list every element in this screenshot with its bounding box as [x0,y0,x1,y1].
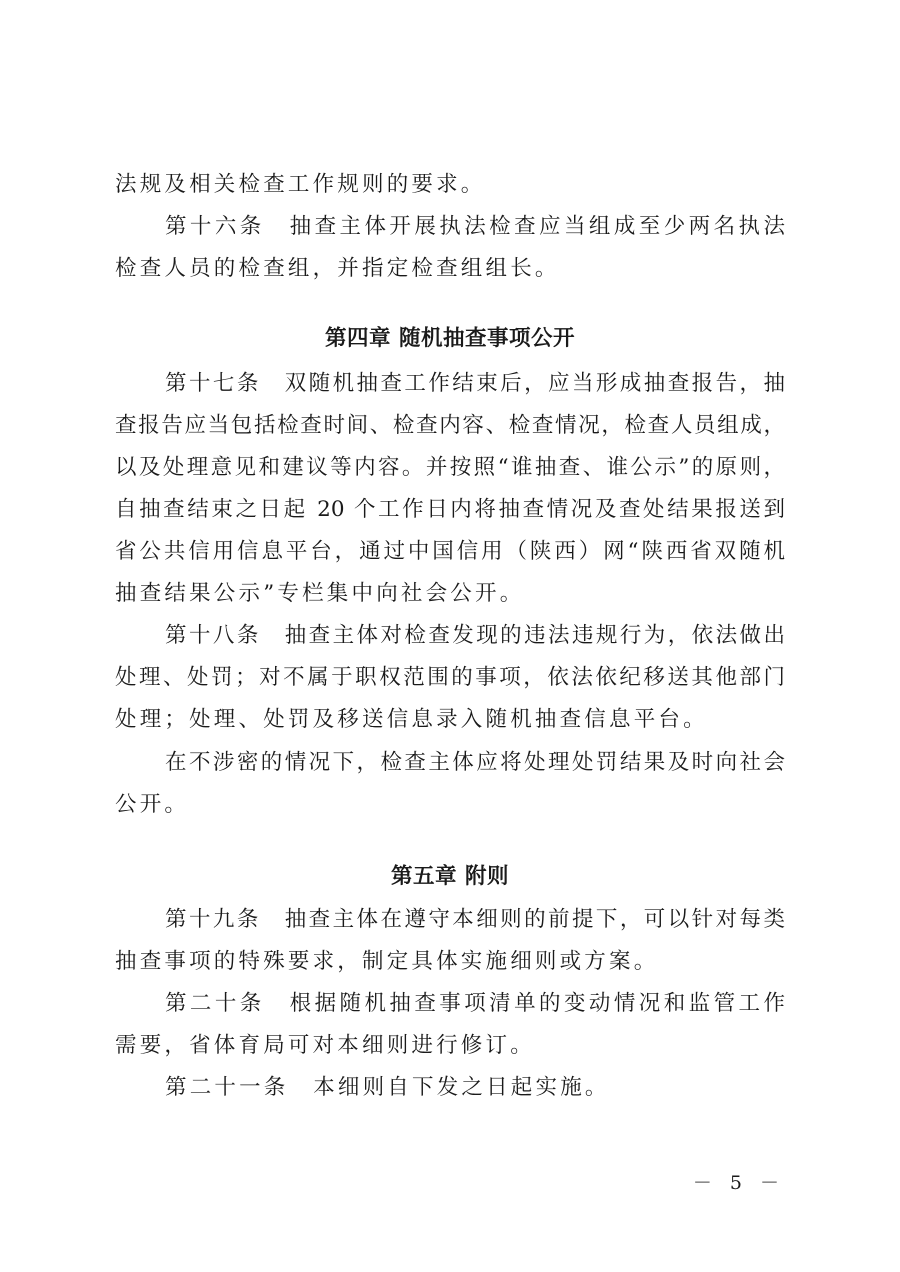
article-18-line-2: 处理、处罚；对不属于职权范围的事项，依法依纪移送其他部门 [115,665,785,690]
article-17-line-4: 自抽查结束之日起 20 个工作日内将抽查情况及查处结果报送到 [115,497,785,522]
article-17-line-3: 以及处理意见和建议等内容。并按照“谁抽查、谁公示”的原则， [115,455,785,480]
article-17-line-1: 第十七条 双随机抽查工作结束后，应当形成抽查报告，抽 [165,371,785,396]
text-line: 法规及相关检查工作规则的要求。 [115,172,486,197]
article-19-line-1: 第十九条 抽查主体在遵守本细则的前提下，可以针对每类 [165,907,785,932]
article-16-line-1: 第十六条 抽查主体开展执法检查应当组成至少两名执法 [165,214,785,239]
paragraph-line-2: 公开。 [115,792,190,817]
article-20-line-1: 第二十条 根据随机抽查事项清单的变动情况和监管工作 [165,991,785,1016]
page-number: － 5 － [692,1172,785,1194]
article-18-line-3: 处理；处理、处罚及移送信息录入随机抽查信息平台。 [115,707,708,732]
article-20-line-2: 需要，省体育局可对本细则进行修订。 [115,1033,535,1058]
article-21-line-1: 第二十一条 本细则自下发之日起实施。 [165,1075,610,1100]
article-18-line-1: 第十八条 抽查主体对检查发现的违法违规行为，依法做出 [165,623,785,648]
article-17-line-5: 省公共信用信息平台，通过中国信用（陕西）网“陕西省双随机 [115,539,785,564]
chapter-4-heading: 第四章 随机抽查事项公开 [325,326,575,351]
article-19-line-2: 抽查事项的特殊要求，制定具体实施细则或方案。 [115,949,659,974]
article-17-line-2: 查报告应当包括检查时间、检查内容、检查情况，检查人员组成， [115,413,785,438]
article-17-line-6: 抽查结果公示”专栏集中向社会公开。 [115,581,525,606]
paragraph-line-1: 在不涉密的情况下，检查主体应将处理处罚结果及时向社会 [165,750,785,775]
chapter-5-heading: 第五章 附则 [391,864,509,889]
article-16-line-2: 检查人员的检查组，并指定检查组组长。 [115,256,560,281]
